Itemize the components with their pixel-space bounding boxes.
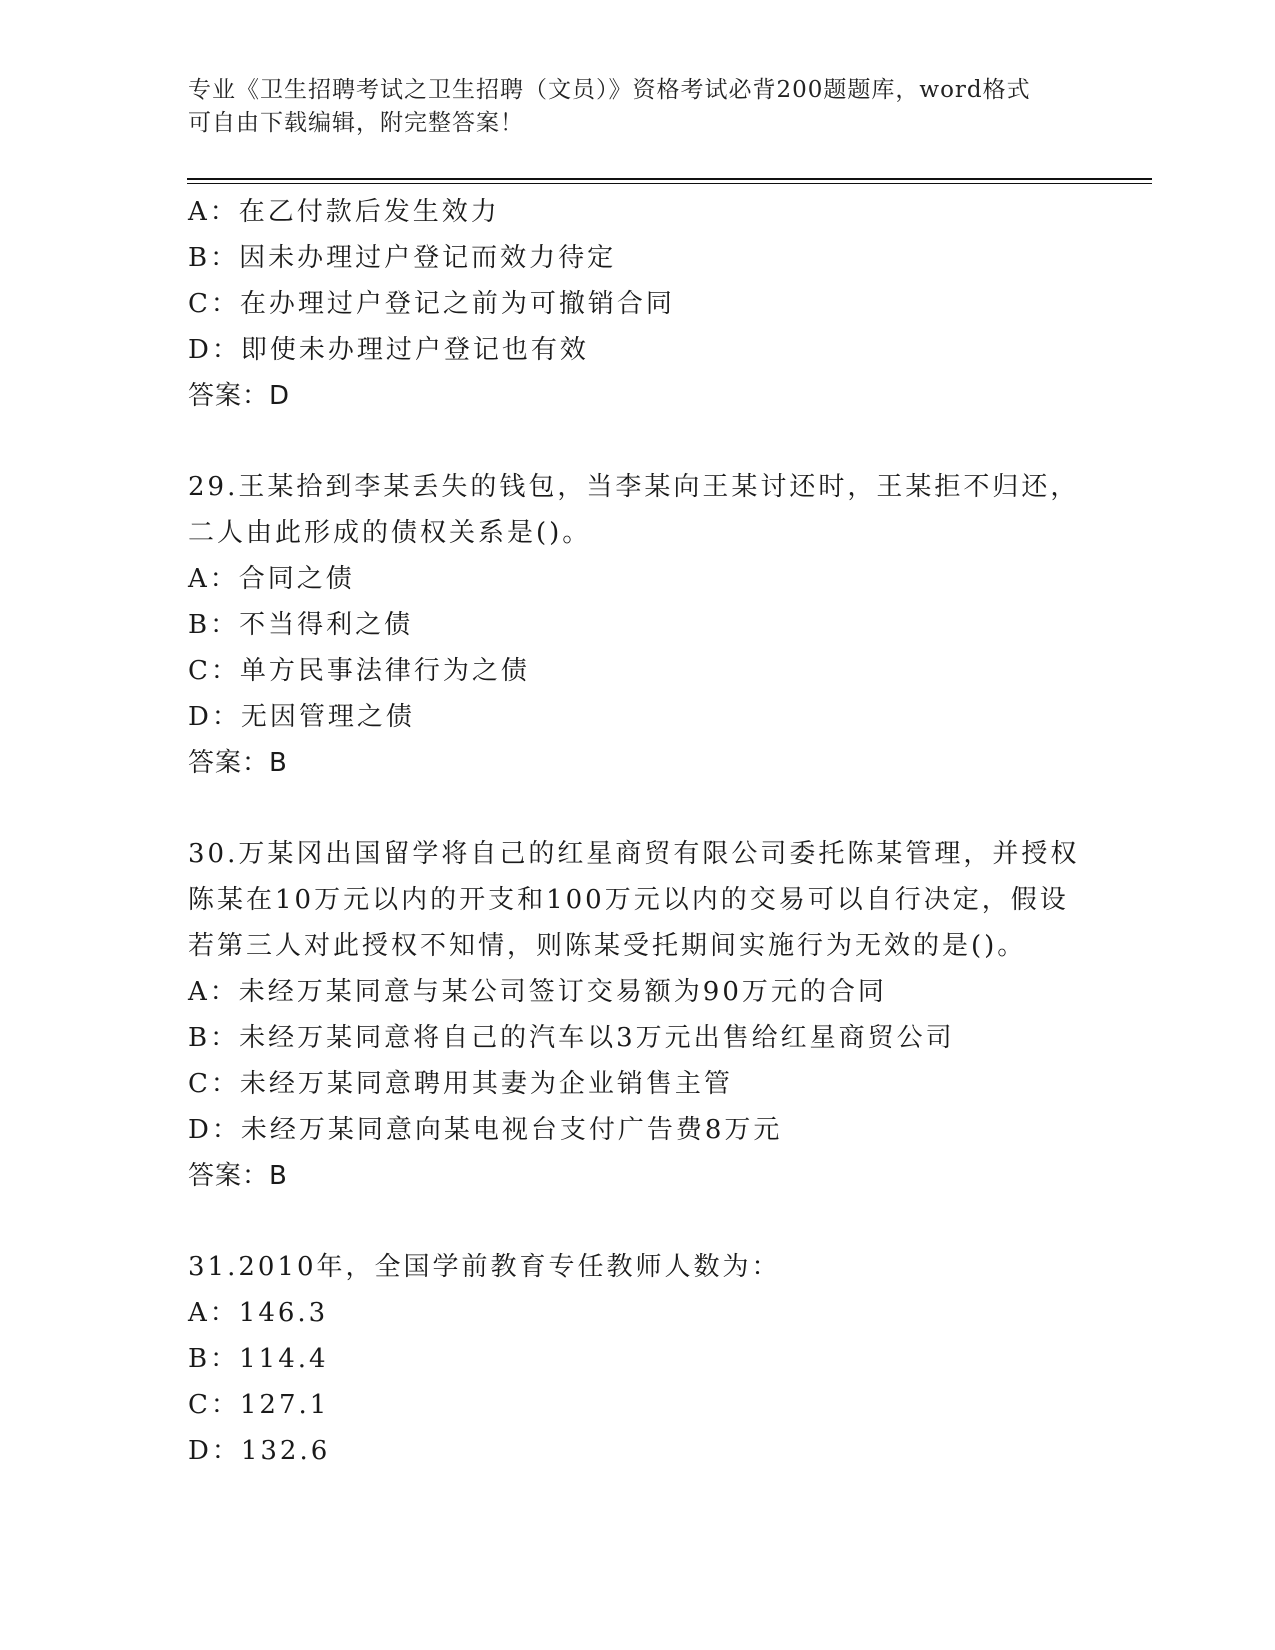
question-text-line: 陈某在10万元以内的开支和100万元以内的交易可以自行决定，假设 [188,885,1069,915]
spacer [188,1199,1088,1244]
header-title-line-1: 专业《卫生招聘考试之卫生招聘（文员）》资格考试必背200题题库，word格式 [188,77,1031,103]
option-c: C：127.1 [188,1390,330,1420]
option-c: C：未经万某同意聘用其妻为企业销售主管 [188,1069,733,1099]
question-text-line: 若第三人对此授权不知情，则陈某受托期间实施行为无效的是()。 [188,931,1027,961]
option-d: D：未经万某同意向某电视台支付广告费8万元 [188,1115,783,1145]
option-b: B：因未办理过户登记而效力待定 [188,243,617,273]
question-text-line: 29.王某拾到李某丢失的钱包，当李某向王某讨还时，王某拒不归还， [188,472,1080,502]
question-text-line: 30.万某冈出国留学将自己的红星商贸有限公司委托陈某管理，并授权 [188,839,1080,869]
header-divider-thick [187,178,1152,180]
question-31 [188,1244,1088,1474]
question-28-continued [188,189,1088,419]
option-c: C：单方民事法律行为之债 [188,656,530,686]
answer: 答案：B [188,1161,288,1191]
spacer [188,786,1088,831]
question-text-line: 二人由此形成的债权关系是()。 [188,518,592,548]
option-a: A：合同之债 [188,564,355,594]
option-d: D：无因管理之债 [188,702,415,732]
question-list [188,189,1088,1474]
option-b: B：114.4 [188,1344,329,1374]
header-divider-thin [187,183,1152,184]
option-a: A：在乙付款后发生效力 [188,197,500,227]
option-d: D：即使未办理过户登记也有效 [188,335,589,365]
option-d: D：132.6 [188,1436,331,1466]
option-c: C：在办理过户登记之前为可撤销合同 [188,289,675,319]
spacer [188,419,1088,464]
document-header [188,74,1088,140]
option-a: A：146.3 [188,1298,329,1328]
option-a: A：未经万某同意与某公司签订交易额为90万元的合同 [188,977,887,1007]
question-29 [188,464,1088,786]
option-b: B：不当得利之债 [188,610,414,640]
header-title-line-2: 可自由下载编辑，附完整答案！ [188,110,524,136]
option-b: B：未经万某同意将自己的汽车以3万元出售给红星商贸公司 [188,1023,955,1053]
answer: 答案：B [188,748,288,778]
question-30 [188,831,1088,1199]
answer: 答案：D [188,381,291,411]
question-text-line: 31.2010年，全国学前教育专任教师人数为： [188,1252,781,1282]
